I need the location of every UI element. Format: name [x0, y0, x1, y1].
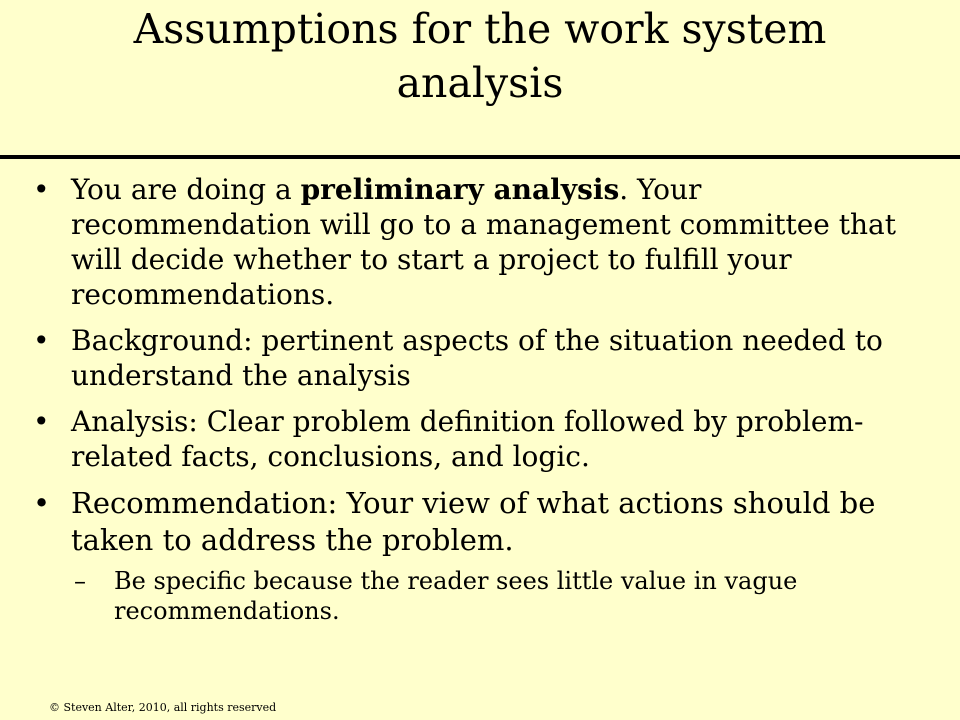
- bullet-marker: •: [33, 405, 50, 438]
- bullet-marker: •: [33, 324, 50, 357]
- sub-bullet-marker: –: [74, 567, 86, 595]
- bullet-list: [30, 172, 935, 626]
- title-divider: [0, 155, 960, 159]
- bullet-marker: •: [33, 173, 50, 206]
- bullet-item-preliminary: [30, 172, 935, 312]
- bullet-text: Analysis: Clear problem definition followed by problem-related facts, conclusions, and logic.: [71, 405, 864, 473]
- slide-title: [30, 2, 930, 110]
- bullet-marker: •: [33, 486, 51, 520]
- bullet-text: Recommendation: Your view of what actions should be taken to address the problem.: [71, 486, 876, 557]
- bullet-text-bold: preliminary analysis: [300, 173, 620, 206]
- bullet-text-pre: You are doing a: [71, 173, 301, 206]
- copyright-footer: © Steven Alter, 2010, all rights reserved: [49, 701, 277, 714]
- bullet-item-background: [30, 323, 935, 393]
- sub-bullet-text: Be specific because the reader sees little value in vague recommendations.: [114, 567, 798, 625]
- sub-bullet-item: [74, 566, 935, 626]
- title-line-2: analysis: [396, 59, 564, 107]
- bullet-text: [71, 172, 935, 312]
- bullet-text-post: . Your recommendation will go to a management committee that will decide whether to start a project to fulfill your recommendations.: [71, 173, 896, 311]
- bullet-text: Background: pertinent aspects of the situation needed to understand the analysis: [71, 324, 883, 392]
- bullet-item-analysis: [30, 404, 935, 474]
- title-line-1: Assumptions for the work system: [133, 5, 827, 53]
- bullet-item-recommendation: [30, 485, 935, 559]
